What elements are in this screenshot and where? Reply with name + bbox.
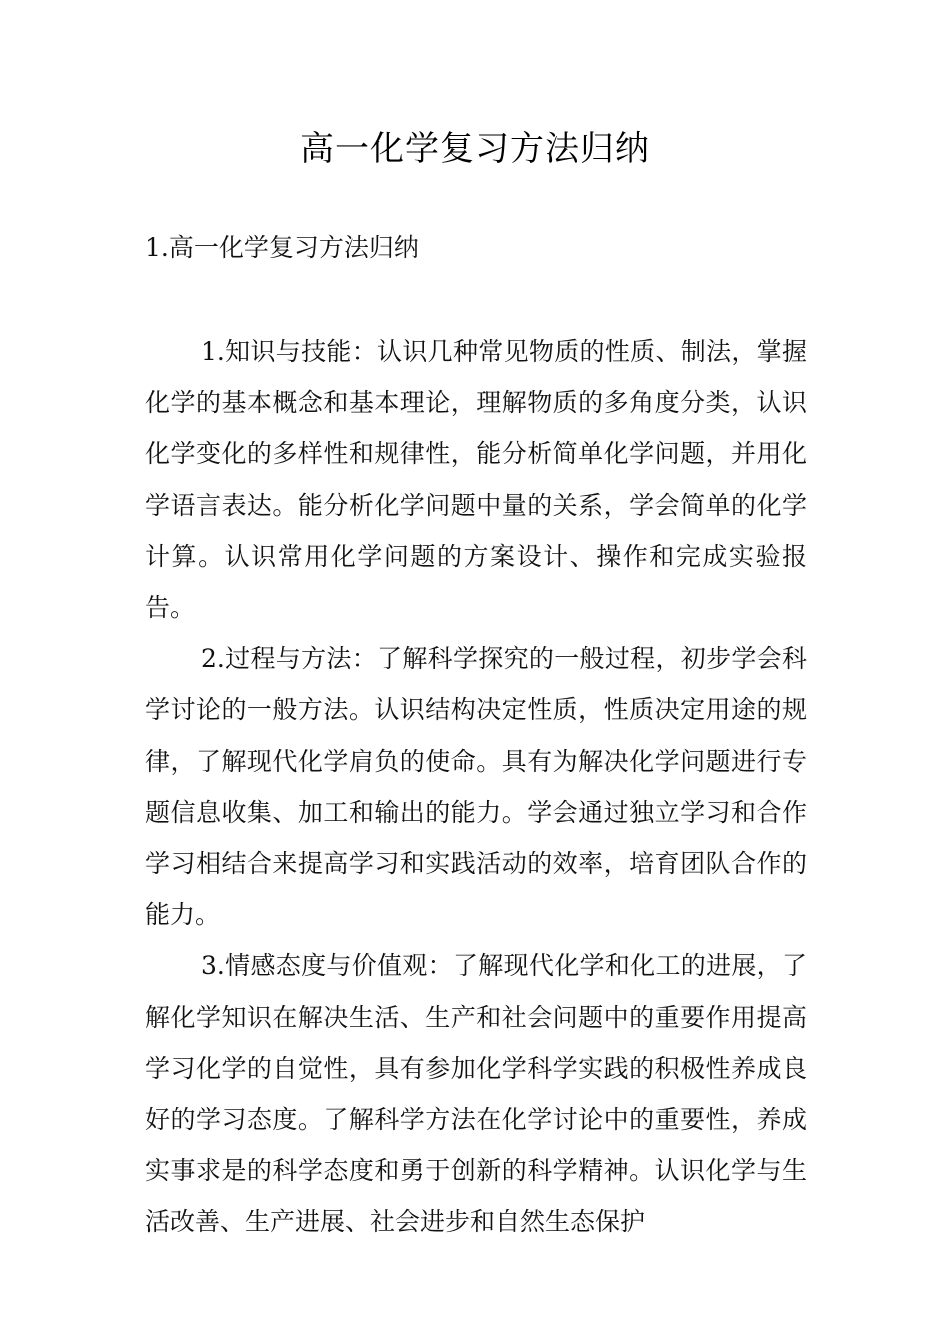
section-heading: 1.高一化学复习方法归纳 bbox=[145, 233, 419, 262]
document-title: 高一化学复习方法归纳 bbox=[300, 129, 650, 169]
paragraph-attitudes-values: 3.情感态度与价值观：了解现代化学和化工的进展，了解化学知识在解决生活、生产和社会问题中的重要作用提高学习化学的自觉性，具有参加化学科学实践的积极性养成良好的学习态度。了解科学方法在化学讨论中的重要性，养成实事求是的科学态度和勇于创新的科学精神。认识化学与生活改善、生产进展、社会进步和自然生态保护 bbox=[145, 951, 807, 1237]
document-body bbox=[145, 326, 807, 1248]
paragraph-process-methods: 2.过程与方法：了解科学探究的一般过程，初步学会科学讨论的一般方法。认识结构决定性质，性质决定用途的规律，了解现代化学肩负的使命。具有为解决化学问题进行专题信息收集、加工和输出的能力。学会通过独立学习和合作学习相结合来提高学习和实践活动的效率，培育团队合作的能力。 bbox=[145, 644, 807, 930]
paragraph-knowledge-skills: 1.知识与技能：认识几种常见物质的性质、制法，掌握化学的基本概念和基本理论，理解物质的多角度分类，认识化学变化的多样性和规律性，能分析简单化学问题，并用化学语言表达。能分析化学问题中量的关系，学会简单的化学计算。认识常用化学问题的方案设计、操作和完成实验报告。 bbox=[145, 337, 807, 623]
